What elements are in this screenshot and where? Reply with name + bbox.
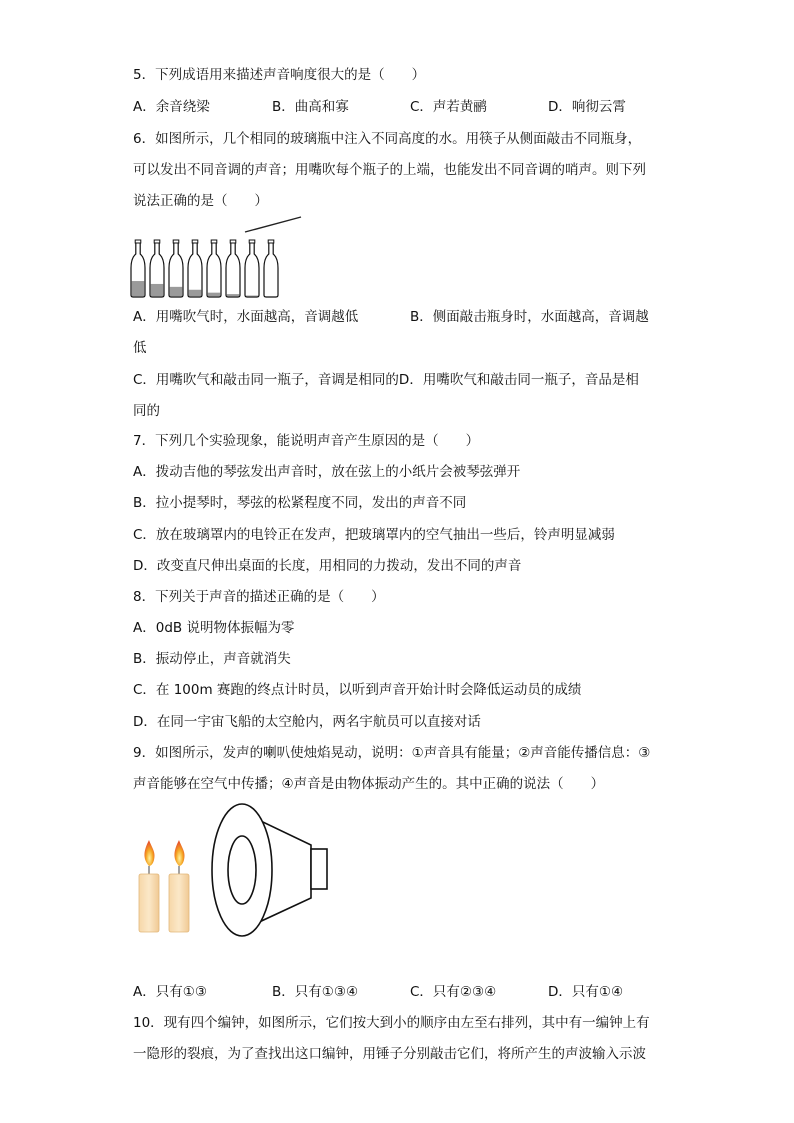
bottle-lip — [154, 240, 160, 243]
q6-option-a: A．用嘴吹气时，水面越高，音调越低 — [133, 309, 359, 325]
bottle-lip — [268, 240, 274, 243]
bottle-water — [227, 294, 239, 296]
bottle-water — [189, 290, 201, 296]
speaker-magnet — [311, 849, 327, 889]
q7-stem: 7．下列几个实验现象，能说明声音产生原因的是（ ） — [133, 433, 480, 449]
q7-option-a: A．拨动吉他的琴弦发出声音时，放在弦上的小纸片会被琴弦弹开 — [133, 464, 521, 480]
q9-stem-line-2: 声音能够在空气中传播；④声音是由物体振动产生的。其中正确的说法（ ） — [133, 776, 605, 792]
q9-speaker-candles-figure — [130, 800, 335, 945]
bottle — [188, 242, 202, 297]
chopstick — [245, 217, 301, 232]
q6-option-b-cont: 低 — [133, 340, 147, 356]
q7-option-b: B．拉小提琴时，琴弦的松紧程度不同，发出的声音不同 — [133, 495, 467, 511]
q6-stem-line-3: 说法正确的是（ ） — [133, 193, 268, 209]
q6-option-b: B．侧面敲击瓶身时，水面越高，音调越 — [410, 309, 649, 325]
q5-option-b: B．曲高和寡 — [272, 99, 349, 115]
q6-stem-line-2: 可以发出不同音调的声音；用嘴吹每个瓶子的上端，也能发出不同音调的哨声。则下列 — [133, 162, 646, 178]
q7-option-c: C．放在玻璃罩内的电铃正在发声，把玻璃罩内的空气抽出一些后，铃声明显减弱 — [133, 527, 615, 543]
q9-option-b: B．只有①③④ — [272, 984, 359, 1000]
bottle — [207, 242, 221, 297]
q8-option-d: D．在同一宇宙飞船的太空舱内，两名宇航员可以直接对话 — [133, 714, 481, 730]
q9-stem-line-1: 9．如图所示，发声的喇叭使烛焰晃动，说明：①声音具有能量；②声音能传播信息：③ — [133, 745, 651, 761]
q6-option-cd: C．用嘴吹气和敲击同一瓶子，音调是相同的D．用嘴吹气和敲击同一瓶子，音品是相 — [133, 372, 639, 388]
bottle-lip — [192, 240, 198, 243]
q8-option-c: C．在 100m 赛跑的终点计时员，以听到声音开始计时会降低运动员的成绩 — [133, 682, 582, 698]
q6-stem-line-1: 6．如图所示，几个相同的玻璃瓶中注入不同高度的水。用筷子从侧面敲击不同瓶身， — [133, 131, 642, 147]
bottle-water — [208, 293, 220, 297]
candle-left — [139, 840, 159, 932]
bottle-lip — [249, 240, 255, 243]
bottle-water — [170, 287, 182, 296]
q8-stem: 8．下列关于声音的描述正确的是（ ） — [133, 589, 385, 605]
candle-right — [169, 840, 189, 932]
speaker-rim — [212, 804, 272, 936]
bottle-water — [151, 284, 163, 296]
bottle-lip — [211, 240, 217, 243]
bottle-water — [246, 296, 258, 297]
speaker-icon — [212, 804, 327, 936]
flame-icon — [174, 840, 184, 866]
q9-option-a: A．只有①③ — [133, 984, 207, 1000]
flame-icon — [144, 840, 154, 866]
q7-option-d: D．改变直尺伸出桌面的长度，用相同的力拨动，发出不同的声音 — [133, 558, 522, 574]
bottle-lip — [173, 240, 179, 243]
bottle — [264, 242, 278, 297]
candle-body — [169, 874, 189, 932]
q6-bottles-figure — [125, 212, 315, 304]
q9-option-d: D．只有①④ — [548, 984, 624, 1000]
q6-option-d-cont: 同的 — [133, 403, 160, 419]
bottle — [245, 242, 259, 297]
candle-body — [139, 874, 159, 932]
bottle-lip — [230, 240, 236, 243]
bottle — [226, 242, 240, 297]
q8-option-a: A．0dB 说明物体振幅为零 — [133, 620, 295, 636]
q8-option-b: B．振动停止，声音就消失 — [133, 651, 291, 667]
bottle-water — [132, 281, 144, 296]
q5-stem: 5．下列成语用来描述声音响度很大的是（ ） — [133, 67, 426, 83]
q10-stem-line-2: 一隐形的裂痕，为了查找出这口编钟，用锤子分别敲击它们，将所产生的声波输入示波 — [133, 1046, 646, 1062]
q9-option-c: C．只有②③④ — [410, 984, 497, 1000]
q5-option-d: D．响彻云霄 — [548, 99, 626, 115]
q10-stem-line-1: 10．现有四个编钟，如图所示，它们按大到小的顺序由左至右排列，其中有一编钟上有 — [133, 1015, 650, 1031]
bottle-lip — [135, 240, 141, 243]
q5-option-c: C．声若黄鹂 — [410, 99, 487, 115]
bottle-row — [131, 240, 278, 297]
q5-option-a: A．余音绕梁 — [133, 99, 210, 115]
